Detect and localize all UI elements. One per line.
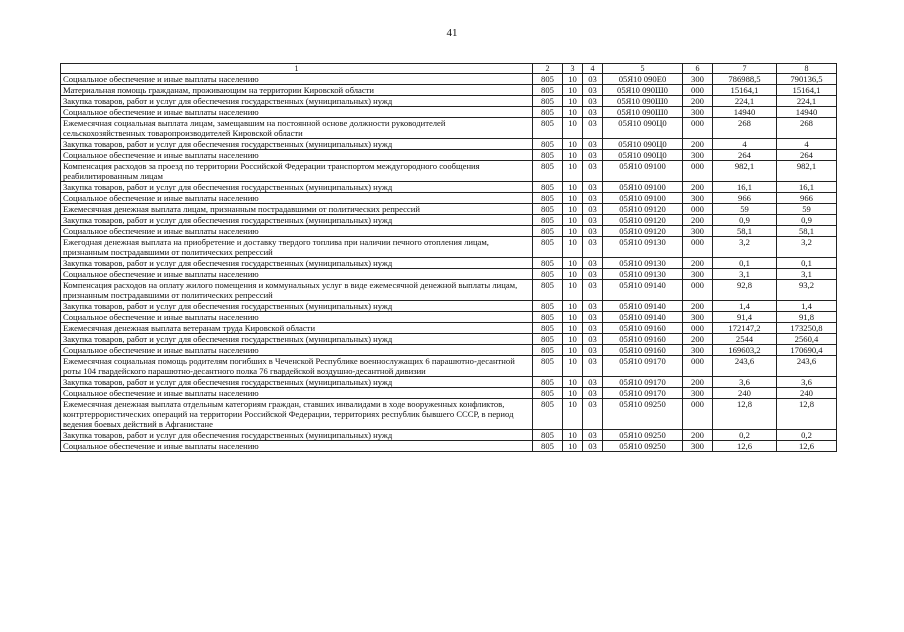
- amount-year-1: 0,1: [713, 258, 777, 269]
- subsection-code: 03: [583, 74, 603, 85]
- expense-type-code: 200: [683, 334, 713, 345]
- column-header: 2: [533, 64, 563, 74]
- amount-year-1: 2544: [713, 334, 777, 345]
- amount-year-1: 15164,1: [713, 85, 777, 96]
- ministry-code: 805: [533, 226, 563, 237]
- amount-year-1: 966: [713, 193, 777, 204]
- column-number-row: [61, 64, 837, 74]
- row-description: Социальное обеспечение и иные выплаты населению: [61, 269, 533, 280]
- subsection-code: 03: [583, 377, 603, 388]
- row-description: Социальное обеспечение и иные выплаты населению: [61, 312, 533, 323]
- table-row: [61, 399, 837, 430]
- amount-year-2: 982,1: [777, 161, 837, 182]
- table-row: [61, 161, 837, 182]
- table-row: [61, 118, 837, 139]
- table-row: [61, 280, 837, 301]
- subsection-code: 03: [583, 204, 603, 215]
- expense-type-code: 000: [683, 85, 713, 96]
- expense-type-code: 000: [683, 118, 713, 139]
- ministry-code: 805: [533, 323, 563, 334]
- target-article-code: 05Я10 09170: [603, 388, 683, 399]
- table-row: [61, 215, 837, 226]
- expense-type-code: 200: [683, 377, 713, 388]
- ministry-code: 805: [533, 388, 563, 399]
- target-article-code: 05Я10 09100: [603, 193, 683, 204]
- budget-table: [60, 63, 837, 452]
- expense-type-code: 000: [683, 280, 713, 301]
- ministry-code: 805: [533, 161, 563, 182]
- subsection-code: 03: [583, 301, 603, 312]
- table-row: [61, 334, 837, 345]
- row-description: Ежегодная денежная выплата на приобретение и доставку твердого топлива при наличии печного отопления лицам, признанным пострадавшими от политических репрессий: [61, 237, 533, 258]
- row-description: Социальное обеспечение и иные выплаты населению: [61, 150, 533, 161]
- expense-type-code: 300: [683, 312, 713, 323]
- section-code: 10: [563, 356, 583, 377]
- target-article-code: 05Я10 090Ш0: [603, 107, 683, 118]
- column-header: 8: [777, 64, 837, 74]
- amount-year-2: 59: [777, 204, 837, 215]
- row-description: Ежемесячная денежная выплата лицам, признанным пострадавшими от политических репрессий: [61, 204, 533, 215]
- expense-type-code: 300: [683, 388, 713, 399]
- amount-year-1: 3,6: [713, 377, 777, 388]
- row-description: Социальное обеспечение и иные выплаты населению: [61, 193, 533, 204]
- column-header: 5: [603, 64, 683, 74]
- subsection-code: 03: [583, 345, 603, 356]
- ministry-code: 805: [533, 204, 563, 215]
- subsection-code: 03: [583, 312, 603, 323]
- ministry-code: 805: [533, 237, 563, 258]
- target-article-code: 05Я10 090Ш0: [603, 96, 683, 107]
- ministry-code: 805: [533, 345, 563, 356]
- ministry-code: 805: [533, 107, 563, 118]
- ministry-code: 805: [533, 182, 563, 193]
- subsection-code: 03: [583, 85, 603, 96]
- row-description: Закупка товаров, работ и услуг для обеспечения государственных (муниципальных) нужд: [61, 139, 533, 150]
- table-row: [61, 182, 837, 193]
- amount-year-1: 264: [713, 150, 777, 161]
- table-row: [61, 312, 837, 323]
- amount-year-1: 786988,5: [713, 74, 777, 85]
- expense-type-code: 000: [683, 323, 713, 334]
- section-code: 10: [563, 388, 583, 399]
- ministry-code: 805: [533, 258, 563, 269]
- target-article-code: 05Я10 09130: [603, 269, 683, 280]
- subsection-code: 03: [583, 161, 603, 182]
- section-code: 10: [563, 118, 583, 139]
- ministry-code: 805: [533, 118, 563, 139]
- column-header: 3: [563, 64, 583, 74]
- amount-year-2: 2560,4: [777, 334, 837, 345]
- section-code: 10: [563, 107, 583, 118]
- table-row: [61, 377, 837, 388]
- amount-year-2: 170690,4: [777, 345, 837, 356]
- amount-year-2: 966: [777, 193, 837, 204]
- column-header: 4: [583, 64, 603, 74]
- expense-type-code: 000: [683, 356, 713, 377]
- amount-year-2: 12,6: [777, 441, 837, 452]
- subsection-code: 03: [583, 107, 603, 118]
- amount-year-1: 243,6: [713, 356, 777, 377]
- row-description: Закупка товаров, работ и услуг для обеспечения государственных (муниципальных) нужд: [61, 258, 533, 269]
- row-description: Ежемесячная денежная выплата отдельным категориям граждан, ставших инвалидами в ходе вооруженных конфликтов, контртеррористических операций на территории Российской Федерации, территориях республик бывшего СССР, в период ведения боевых действий в Афганистане: [61, 399, 533, 430]
- amount-year-2: 16,1: [777, 182, 837, 193]
- column-header: 7: [713, 64, 777, 74]
- expense-type-code: 300: [683, 269, 713, 280]
- amount-year-1: 58,1: [713, 226, 777, 237]
- ministry-code: 805: [533, 215, 563, 226]
- expense-type-code: 300: [683, 74, 713, 85]
- amount-year-1: 224,1: [713, 96, 777, 107]
- page-number: 41: [446, 27, 458, 39]
- row-description: Закупка товаров, работ и услуг для обеспечения государственных (муниципальных) нужд: [61, 377, 533, 388]
- section-code: 10: [563, 150, 583, 161]
- section-code: 10: [563, 193, 583, 204]
- target-article-code: 05Я10 09140: [603, 312, 683, 323]
- amount-year-1: 1,4: [713, 301, 777, 312]
- row-description: Социальное обеспечение и иные выплаты населению: [61, 441, 533, 452]
- ministry-code: 805: [533, 96, 563, 107]
- expense-type-code: 300: [683, 345, 713, 356]
- target-article-code: 05Я10 09120: [603, 226, 683, 237]
- target-article-code: 05Я10 090Ш0: [603, 85, 683, 96]
- amount-year-2: 224,1: [777, 96, 837, 107]
- table-row: [61, 430, 837, 441]
- target-article-code: 05Я10 09250: [603, 441, 683, 452]
- subsection-code: 03: [583, 356, 603, 377]
- amount-year-2: 91,8: [777, 312, 837, 323]
- section-code: 10: [563, 215, 583, 226]
- target-article-code: 05Я10 09160: [603, 345, 683, 356]
- subsection-code: 03: [583, 226, 603, 237]
- expense-type-code: 000: [683, 399, 713, 430]
- section-code: 10: [563, 334, 583, 345]
- ministry-code: 805: [533, 193, 563, 204]
- amount-year-1: 4: [713, 139, 777, 150]
- section-code: 10: [563, 204, 583, 215]
- ministry-code: 805: [533, 377, 563, 388]
- target-article-code: 05Я10 09100: [603, 161, 683, 182]
- expense-type-code: 200: [683, 139, 713, 150]
- section-code: 10: [563, 258, 583, 269]
- amount-year-1: 92,8: [713, 280, 777, 301]
- amount-year-1: 3,2: [713, 237, 777, 258]
- subsection-code: 03: [583, 237, 603, 258]
- table-row: [61, 107, 837, 118]
- expense-type-code: 200: [683, 258, 713, 269]
- table-row: [61, 237, 837, 258]
- table-row: [61, 323, 837, 334]
- ministry-code: 805: [533, 441, 563, 452]
- expense-type-code: 300: [683, 107, 713, 118]
- amount-year-2: 3,1: [777, 269, 837, 280]
- target-article-code: 05Я10 09100: [603, 182, 683, 193]
- amount-year-1: 982,1: [713, 161, 777, 182]
- table-row: [61, 258, 837, 269]
- amount-year-2: 14940: [777, 107, 837, 118]
- amount-year-2: 173250,8: [777, 323, 837, 334]
- section-code: 10: [563, 182, 583, 193]
- row-description: Материальная помощь гражданам, проживающим на территории Кировской области: [61, 85, 533, 96]
- target-article-code: 05Я10 09120: [603, 204, 683, 215]
- subsection-code: 03: [583, 430, 603, 441]
- row-description: Ежемесячная социальная выплата лицам, замещавшим на постоянной основе должности руководителей сельскохозяйственных товаропроизводителей Кировской области: [61, 118, 533, 139]
- row-description: Социальное обеспечение и иные выплаты населению: [61, 226, 533, 237]
- subsection-code: 03: [583, 323, 603, 334]
- expense-type-code: 300: [683, 150, 713, 161]
- amount-year-2: 1,4: [777, 301, 837, 312]
- ministry-code: 805: [533, 139, 563, 150]
- ministry-code: 805: [533, 85, 563, 96]
- row-description: Закупка товаров, работ и услуг для обеспечения государственных (муниципальных) нужд: [61, 301, 533, 312]
- ministry-code: 805: [533, 280, 563, 301]
- amount-year-1: 240: [713, 388, 777, 399]
- amount-year-1: 91,4: [713, 312, 777, 323]
- target-article-code: 05Я10 09140: [603, 301, 683, 312]
- section-code: 10: [563, 139, 583, 150]
- ministry-code: 805: [533, 356, 563, 377]
- amount-year-2: 243,6: [777, 356, 837, 377]
- expense-type-code: 000: [683, 204, 713, 215]
- section-code: 10: [563, 441, 583, 452]
- ministry-code: 805: [533, 74, 563, 85]
- amount-year-2: 790136,5: [777, 74, 837, 85]
- table-row: [61, 356, 837, 377]
- section-code: 10: [563, 226, 583, 237]
- row-description: Закупка товаров, работ и услуг для обеспечения государственных (муниципальных) нужд: [61, 96, 533, 107]
- section-code: 10: [563, 430, 583, 441]
- amount-year-1: 14940: [713, 107, 777, 118]
- subsection-code: 03: [583, 96, 603, 107]
- amount-year-2: 15164,1: [777, 85, 837, 96]
- subsection-code: 03: [583, 280, 603, 301]
- row-description: Социальное обеспечение и иные выплаты населению: [61, 345, 533, 356]
- expense-type-code: 200: [683, 182, 713, 193]
- row-description: Социальное обеспечение и иные выплаты населению: [61, 388, 533, 399]
- target-article-code: 05Я10 09250: [603, 430, 683, 441]
- target-article-code: 05Я10 090Ц0: [603, 139, 683, 150]
- amount-year-1: 16,1: [713, 182, 777, 193]
- target-article-code: 05Я10 090Е0: [603, 74, 683, 85]
- row-description: Закупка товаров, работ и услуг для обеспечения государственных (муниципальных) нужд: [61, 334, 533, 345]
- amount-year-1: 3,1: [713, 269, 777, 280]
- target-article-code: 05Я10 09160: [603, 323, 683, 334]
- amount-year-1: 0,2: [713, 430, 777, 441]
- table-row: [61, 96, 837, 107]
- amount-year-1: 268: [713, 118, 777, 139]
- expense-type-code: 000: [683, 161, 713, 182]
- amount-year-2: 3,2: [777, 237, 837, 258]
- target-article-code: 05Я10 09130: [603, 237, 683, 258]
- subsection-code: 03: [583, 139, 603, 150]
- table-row: [61, 85, 837, 96]
- table-row: [61, 139, 837, 150]
- section-code: 10: [563, 269, 583, 280]
- amount-year-1: 59: [713, 204, 777, 215]
- target-article-code: 05Я10 09160: [603, 334, 683, 345]
- target-article-code: 05Я10 09250: [603, 399, 683, 430]
- subsection-code: 03: [583, 441, 603, 452]
- ministry-code: 805: [533, 150, 563, 161]
- table-row: [61, 441, 837, 452]
- subsection-code: 03: [583, 269, 603, 280]
- ministry-code: 805: [533, 312, 563, 323]
- section-code: 10: [563, 96, 583, 107]
- expense-type-code: 300: [683, 226, 713, 237]
- expense-type-code: 200: [683, 301, 713, 312]
- row-description: Компенсация расходов на оплату жилого помещения и коммунальных услуг в виде ежемесячной денежной выплаты лицам, признанным пострадавшими от политических репрессий: [61, 280, 533, 301]
- amount-year-2: 0,9: [777, 215, 837, 226]
- ministry-code: 805: [533, 269, 563, 280]
- table-row: [61, 74, 837, 85]
- section-code: 10: [563, 280, 583, 301]
- row-description: Социальное обеспечение и иные выплаты населению: [61, 107, 533, 118]
- ministry-code: 805: [533, 334, 563, 345]
- subsection-code: 03: [583, 258, 603, 269]
- amount-year-2: 93,2: [777, 280, 837, 301]
- subsection-code: 03: [583, 399, 603, 430]
- section-code: 10: [563, 161, 583, 182]
- table-row: [61, 388, 837, 399]
- section-code: 10: [563, 85, 583, 96]
- target-article-code: 05Я10 09170: [603, 377, 683, 388]
- table-row: [61, 226, 837, 237]
- target-article-code: 05Я10 090Ц0: [603, 118, 683, 139]
- subsection-code: 03: [583, 215, 603, 226]
- row-description: Закупка товаров, работ и услуг для обеспечения государственных (муниципальных) нужд: [61, 430, 533, 441]
- section-code: 10: [563, 312, 583, 323]
- amount-year-1: 0,9: [713, 215, 777, 226]
- amount-year-2: 240: [777, 388, 837, 399]
- ministry-code: 805: [533, 430, 563, 441]
- amount-year-2: 4: [777, 139, 837, 150]
- table-row: [61, 345, 837, 356]
- amount-year-1: 172147,2: [713, 323, 777, 334]
- section-code: 10: [563, 323, 583, 334]
- column-header: 1: [61, 64, 533, 74]
- section-code: 10: [563, 301, 583, 312]
- expense-type-code: 300: [683, 193, 713, 204]
- row-description: Компенсация расходов за проезд по территории Российской Федерации транспортом междугородного сообщения реабилитированным лицам: [61, 161, 533, 182]
- amount-year-2: 58,1: [777, 226, 837, 237]
- expense-type-code: 300: [683, 441, 713, 452]
- target-article-code: 05Я10 09140: [603, 280, 683, 301]
- subsection-code: 03: [583, 182, 603, 193]
- expense-type-code: 200: [683, 430, 713, 441]
- target-article-code: 05Я10 09170: [603, 356, 683, 377]
- section-code: 10: [563, 399, 583, 430]
- column-header: 6: [683, 64, 713, 74]
- expense-type-code: 000: [683, 237, 713, 258]
- subsection-code: 03: [583, 334, 603, 345]
- table-row: [61, 301, 837, 312]
- amount-year-2: 0,1: [777, 258, 837, 269]
- target-article-code: 05Я10 090Ц0: [603, 150, 683, 161]
- row-description: Закупка товаров, работ и услуг для обеспечения государственных (муниципальных) нужд: [61, 182, 533, 193]
- amount-year-2: 0,2: [777, 430, 837, 441]
- table-row: [61, 204, 837, 215]
- subsection-code: 03: [583, 388, 603, 399]
- ministry-code: 805: [533, 301, 563, 312]
- section-code: 10: [563, 377, 583, 388]
- target-article-code: 05Я10 09130: [603, 258, 683, 269]
- expense-type-code: 200: [683, 96, 713, 107]
- expense-type-code: 200: [683, 215, 713, 226]
- section-code: 10: [563, 345, 583, 356]
- target-article-code: 05Я10 09120: [603, 215, 683, 226]
- amount-year-1: 169603,2: [713, 345, 777, 356]
- amount-year-2: 264: [777, 150, 837, 161]
- subsection-code: 03: [583, 193, 603, 204]
- row-description: Ежемесячная денежная выплата ветеранам труда Кировской области: [61, 323, 533, 334]
- subsection-code: 03: [583, 150, 603, 161]
- amount-year-1: 12,8: [713, 399, 777, 430]
- table-row: [61, 150, 837, 161]
- table-body: [61, 74, 837, 452]
- row-description: Закупка товаров, работ и услуг для обеспечения государственных (муниципальных) нужд: [61, 215, 533, 226]
- table-row: [61, 193, 837, 204]
- amount-year-1: 12,6: [713, 441, 777, 452]
- amount-year-2: 268: [777, 118, 837, 139]
- row-description: Социальное обеспечение и иные выплаты населению: [61, 74, 533, 85]
- row-description: Ежемесячная социальная помощь родителям погибших в Чеченской Республике военнослужащих 6 парашютно-десантной роты 104 гвардейского парашютно-десантного полка 76 гвардейской воздушно-десантной дивизии: [61, 356, 533, 377]
- amount-year-2: 3,6: [777, 377, 837, 388]
- subsection-code: 03: [583, 118, 603, 139]
- section-code: 10: [563, 74, 583, 85]
- ministry-code: 805: [533, 399, 563, 430]
- amount-year-2: 12,8: [777, 399, 837, 430]
- section-code: 10: [563, 237, 583, 258]
- table-row: [61, 269, 837, 280]
